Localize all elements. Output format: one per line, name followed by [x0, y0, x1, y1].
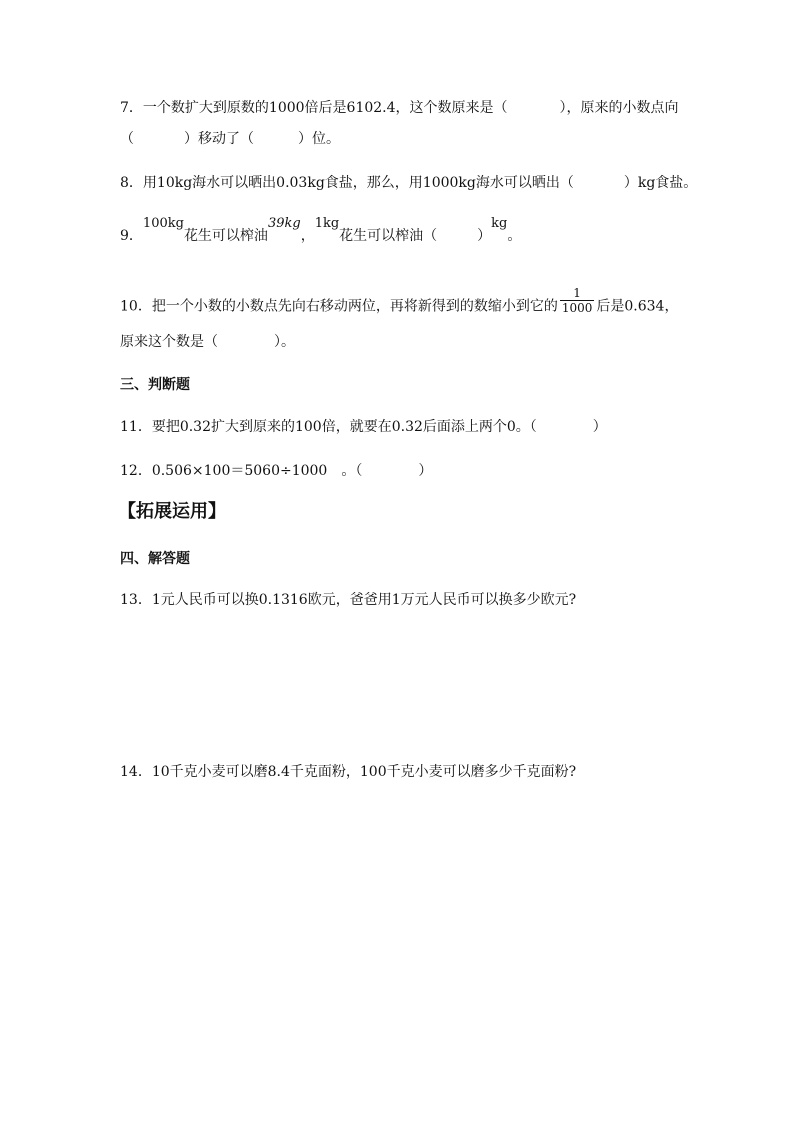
question-9-text: 花生可以榨油	[183, 228, 268, 244]
question-12	[120, 461, 432, 481]
section-4-heading: 四、解答题	[120, 551, 190, 567]
period: 。	[507, 228, 522, 244]
paren-close: ）	[592, 419, 607, 435]
question-8-text: 8．用10kg海水可以晒出0.03kg食盐，那么，用1000kg海水可以晒出（	[120, 175, 574, 191]
question-9-number: 9．	[120, 228, 143, 244]
section-3-heading: 三、判断题	[120, 377, 190, 393]
fraction-denominator: 1000	[561, 301, 593, 315]
question-7-line-1	[120, 98, 679, 118]
question-12-text: 12．0.506×100＝5060÷1000 。（	[120, 463, 363, 479]
fraction-numerator: 1	[573, 286, 581, 300]
question-7-text: 7．一个数扩大到原数的1000倍后是6102.4，这个数原来是（	[120, 100, 508, 116]
extension-section-heading: 【拓展运用】	[118, 501, 226, 522]
quantity-100kg: 100kg	[142, 216, 184, 231]
question-10-text-cont: 后是0.634，	[596, 298, 679, 315]
question-7-text-cont: ），原来的小数点向	[559, 100, 679, 116]
question-7-text-mid: ）移动了（	[184, 131, 254, 147]
question-11-text: 11．要把0.32扩大到原来的100倍，就要在0.32后面添上两个0。（	[120, 419, 537, 435]
question-8-text-end: ）kg食盐。	[623, 175, 698, 191]
quantity-39kg: 39kg	[267, 216, 301, 231]
quantity-1kg: 1kg	[314, 216, 340, 231]
paren-open: （	[120, 131, 134, 147]
paren-close: ）	[418, 463, 433, 479]
question-10-line-1	[120, 286, 679, 321]
question-11	[120, 417, 607, 437]
question-10-text-2: 原来这个数是（	[120, 334, 218, 350]
question-10-text-end: ）。	[274, 334, 295, 350]
unit-kg: kg	[491, 216, 508, 231]
question-14: 14．10千克小麦可以磨8.4千克面粉，100千克小麦可以磨多少千克面粉?	[120, 764, 577, 780]
paren-close: ）	[477, 228, 492, 244]
question-13: 13．1元人民币可以换0.1316欧元，爸爸用1万元人民币可以换多少欧元?	[120, 592, 577, 608]
question-7-text-end: ）位。	[298, 131, 340, 147]
question-8	[120, 173, 697, 193]
question-9-text-2: 花生可以榨油（	[339, 228, 438, 244]
question-10-line-2	[120, 332, 295, 352]
comma: ，	[300, 228, 315, 244]
question-7-line-2	[120, 129, 340, 149]
fraction-1-over-1000	[560, 286, 595, 315]
question-9	[120, 216, 522, 247]
question-10-text: 10．把一个小数的小数点先向右移动两位，再将新得到的数缩小到它的	[120, 298, 558, 315]
